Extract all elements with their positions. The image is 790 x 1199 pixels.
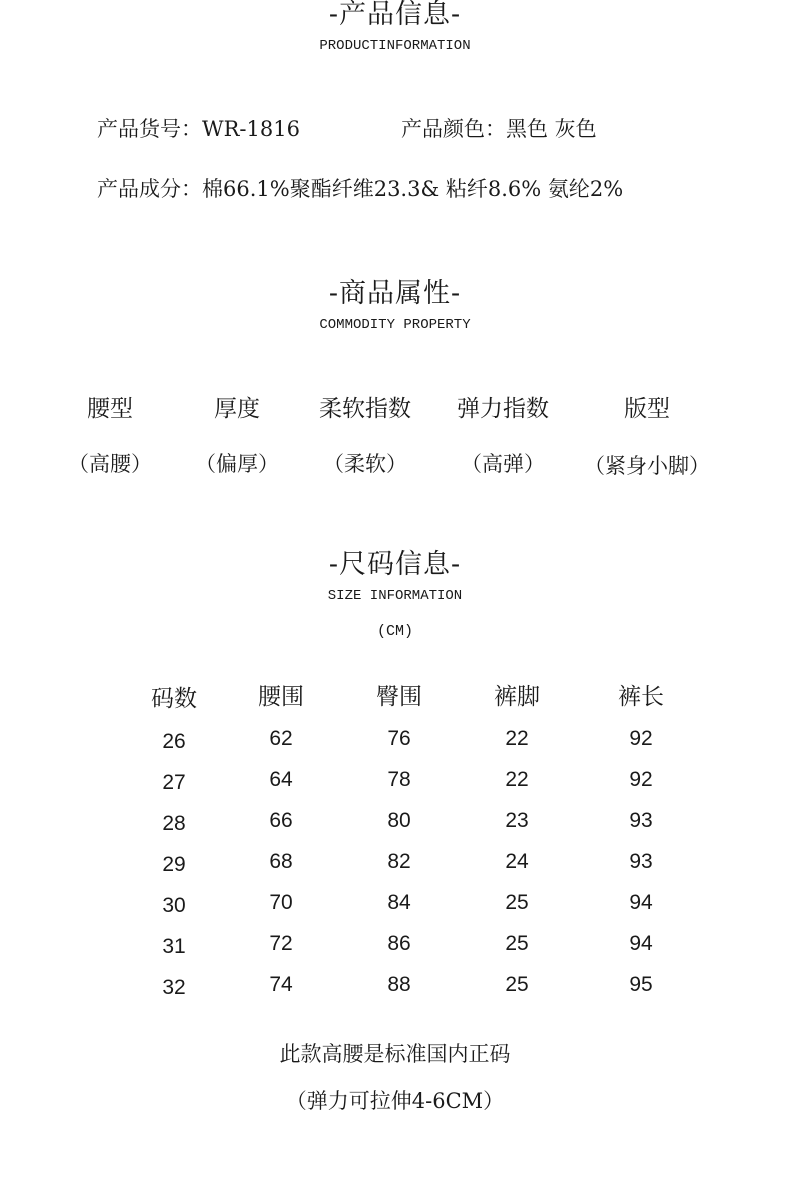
table-cell: 26: [162, 730, 186, 753]
table-cell: 76: [387, 727, 411, 750]
property-label-thickness: 厚度: [214, 396, 260, 422]
product-info-title: -产品信息-: [328, 0, 462, 30]
table-cell: 68: [269, 850, 293, 873]
table-header-leg-opening: 裤脚: [494, 684, 540, 710]
property-label-elasticity: 弹力指数: [457, 396, 549, 422]
property-value-waist-type: （高腰）: [68, 452, 152, 476]
table-cell: 94: [629, 932, 653, 955]
table-cell: 82: [387, 850, 411, 873]
commodity-property-subtitle: COMMODITY PROPERTY: [319, 317, 471, 333]
product-info-subtitle: PRODUCTINFORMATION: [319, 38, 471, 54]
table-header-size: 码数: [151, 686, 197, 712]
table-cell: 92: [629, 727, 653, 750]
table-cell: 95: [629, 973, 653, 996]
table-cell: 84: [387, 891, 411, 914]
table-cell: 27: [162, 771, 186, 794]
table-cell: 72: [269, 932, 293, 955]
table-cell: 62: [269, 727, 293, 750]
size-info-title: -尺码信息-: [328, 549, 462, 580]
table-cell: 25: [505, 891, 529, 914]
table-cell: 66: [269, 809, 293, 832]
table-cell: 80: [387, 809, 411, 832]
table-header-hip: 臀围: [376, 684, 422, 710]
table-cell: 94: [629, 891, 653, 914]
size-info-subtitle: SIZE INFORMATION: [327, 588, 463, 604]
table-cell: 23: [505, 809, 529, 832]
table-cell: 78: [387, 768, 411, 791]
property-value-elasticity: （高弹）: [461, 452, 545, 476]
table-cell: 74: [269, 973, 293, 996]
table-cell: 24: [505, 850, 529, 873]
property-label-softness: 柔软指数: [319, 396, 411, 422]
table-cell: 70: [269, 891, 293, 914]
table-cell: 22: [505, 727, 529, 750]
product-composition: 产品成分：棉66.1%聚酯纤维23.3& 粘纤8.6% 氨纶2%: [97, 177, 624, 201]
table-cell: 93: [629, 850, 653, 873]
table-cell: 29: [162, 853, 186, 876]
table-cell: 31: [162, 935, 186, 958]
table-cell: 25: [505, 932, 529, 955]
property-value-fit: （紧身小脚）: [584, 454, 710, 478]
table-cell: 92: [629, 768, 653, 791]
table-cell: 22: [505, 768, 529, 791]
table-cell: 86: [387, 932, 411, 955]
table-cell: 32: [162, 976, 186, 999]
table-cell: 64: [269, 768, 293, 791]
size-note: 此款高腰是标准国内正码: [279, 1042, 511, 1066]
product-color: 产品颜色：黑色 灰色: [401, 117, 597, 141]
property-label-waist-type: 腰型: [87, 396, 133, 422]
table-cell: 25: [505, 973, 529, 996]
size-unit: (CM): [376, 623, 413, 640]
property-label-fit: 版型: [624, 396, 670, 422]
item-number: 产品货号：WR-1816: [97, 117, 300, 141]
commodity-property-title: -商品属性-: [328, 278, 462, 309]
property-value-thickness: （偏厚）: [195, 452, 279, 476]
table-cell: 30: [162, 894, 186, 917]
table-cell: 28: [162, 812, 186, 835]
table-header-waist: 腰围: [258, 684, 304, 710]
table-cell: 88: [387, 973, 411, 996]
table-header-length: 裤长: [618, 684, 664, 710]
stretch-note: （弹力可拉伸4-6CM）: [285, 1089, 505, 1113]
table-cell: 93: [629, 809, 653, 832]
property-value-softness: （柔软）: [323, 452, 407, 476]
